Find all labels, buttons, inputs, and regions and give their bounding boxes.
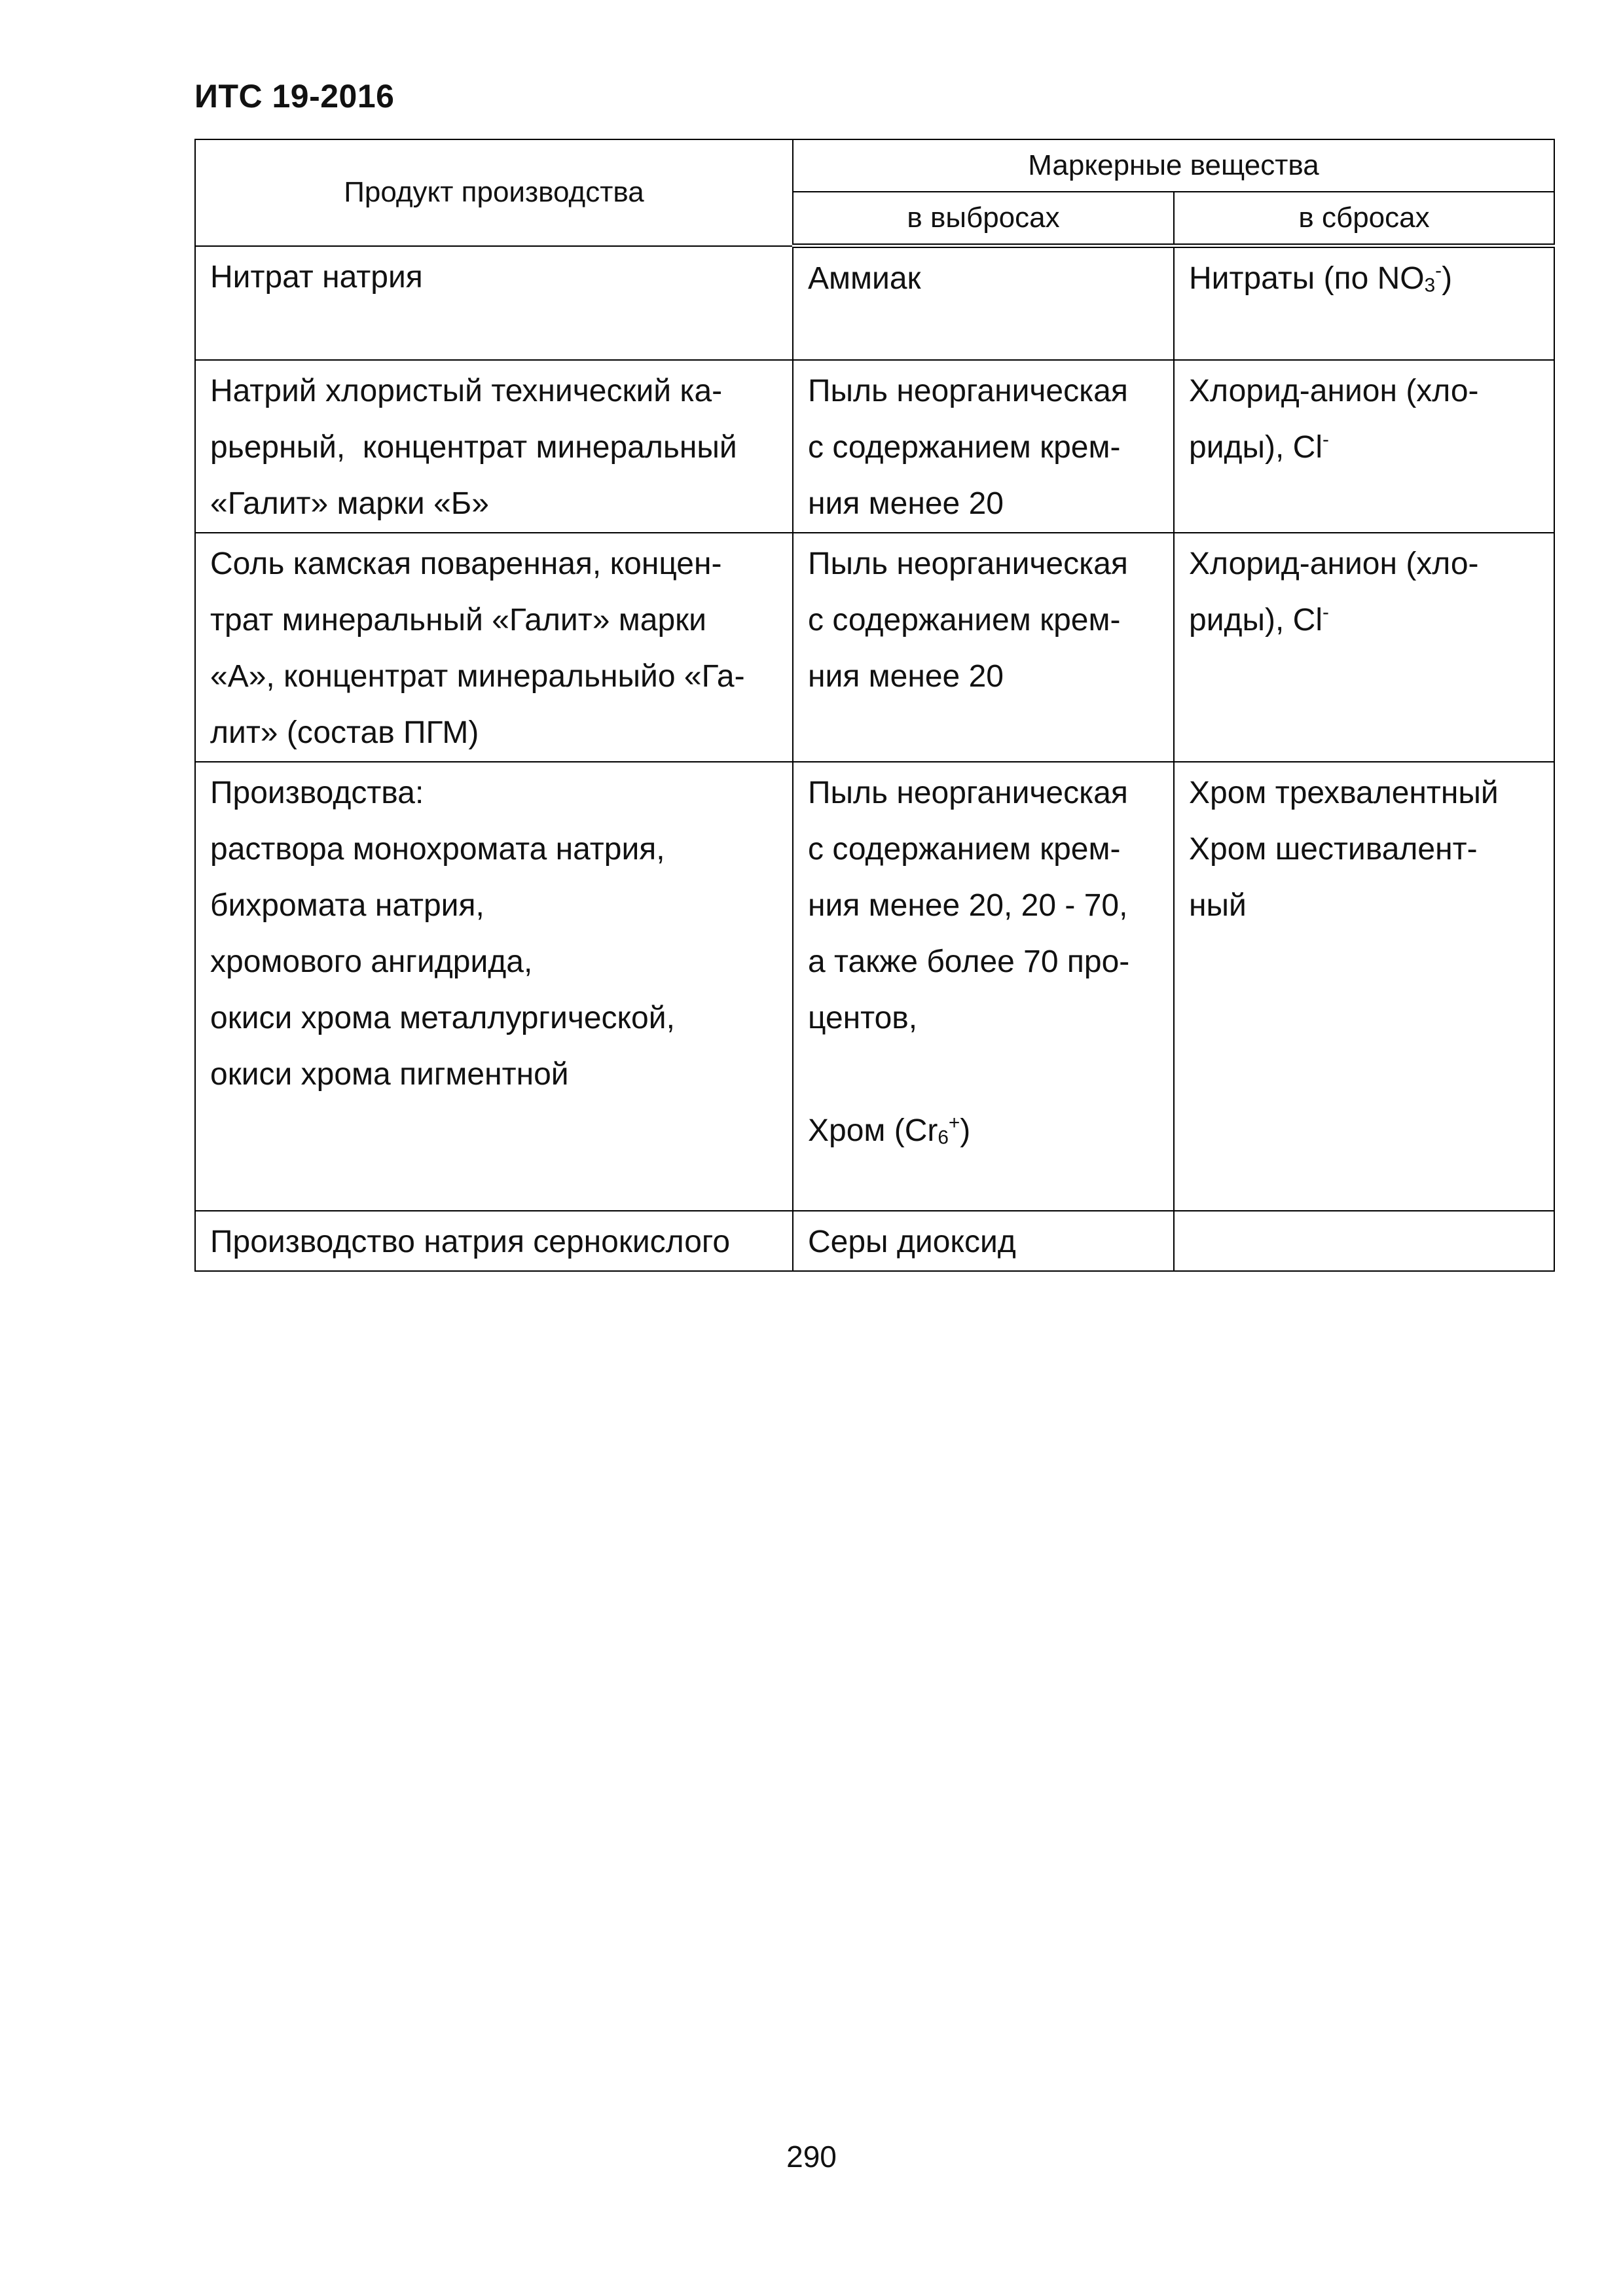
emissions-cell — [793, 533, 1174, 762]
cell-line: «Галит» марки «Б» — [210, 486, 489, 521]
emissions-cell — [793, 762, 1174, 1211]
formula-base: NO — [1377, 261, 1425, 296]
cell-line: а также более 70 про- — [808, 944, 1130, 979]
cell-line: раствора монохромата натрия, — [210, 832, 665, 867]
chromium-formula — [808, 1103, 1159, 1159]
emissions-cell — [793, 246, 1174, 361]
table-row — [195, 533, 1554, 762]
column-header-product: Продукт производства — [195, 139, 793, 246]
formula-superscript: + — [948, 1112, 960, 1134]
cell-line: Хлорид-анион (хло- — [1189, 547, 1479, 581]
discharges-cell — [1174, 533, 1554, 762]
cell-line: ния менее 20 — [808, 486, 1004, 521]
cell-line: с содержанием крем- — [808, 430, 1121, 465]
cell-line: Пыль неорганическая — [808, 776, 1128, 810]
cell-line: ный — [1189, 888, 1247, 923]
table-row — [195, 1211, 1554, 1271]
emissions-cell — [793, 360, 1174, 533]
cell-line: окиси хрома пигментной — [210, 1057, 569, 1092]
column-header-emissions: в выбросах — [793, 192, 1174, 246]
cell-line: Натрий хлористый технический ка- — [210, 374, 723, 408]
nitrate-formula — [1189, 251, 1539, 307]
formula-superscript: - — [1322, 429, 1329, 451]
cell-line: Хром шестивалент- — [1189, 832, 1478, 867]
formula-subscript: 3 — [1424, 274, 1436, 296]
discharges-cell — [1174, 246, 1554, 361]
cell-line: ния менее 20 — [808, 659, 1004, 694]
cell-line: с содержанием крем- — [808, 832, 1121, 867]
product-cell — [195, 246, 793, 361]
formula-suffix: ) — [1442, 261, 1453, 296]
cell-line: Производства: — [210, 776, 424, 810]
column-header-discharges: в сбросах — [1174, 192, 1554, 246]
cell-line: Хлорид-анион (хло- — [1189, 374, 1479, 408]
blank-line — [808, 1047, 1159, 1103]
cell-line: Нитрат натрия — [210, 259, 423, 295]
discharges-cell — [1174, 360, 1554, 533]
formula-subscript: 6 — [938, 1126, 949, 1149]
cell-line: с содержанием крем- — [808, 603, 1121, 637]
cell-line: Пыль неорганическая — [808, 374, 1128, 408]
cell-line: хромового ангидрида, — [210, 944, 533, 979]
table-row — [195, 246, 1554, 361]
cell-line: Серы диоксид — [808, 1225, 1016, 1259]
cell-line: Хром трехвалентный — [1189, 776, 1499, 810]
cell-line: ния менее 20, 20 - 70, — [808, 888, 1128, 923]
formula-superscript: - — [1322, 601, 1329, 624]
cell-line: Аммиак — [808, 261, 921, 296]
discharges-cell — [1174, 762, 1554, 1211]
cell-line: окиси хрома металлургической, — [210, 1001, 675, 1035]
formula-prefix: Нитраты (по — [1189, 261, 1377, 296]
cell-line: Производство натрия сернокислого — [210, 1225, 731, 1259]
cell-line: трат минеральный «Галит» марки — [210, 603, 706, 637]
column-header-markers: Маркерные вещества — [793, 139, 1554, 192]
product-cell — [195, 1211, 793, 1271]
document-code: ИТС 19-2016 — [194, 78, 395, 115]
cell-line: Соль камская поваренная, концен- — [210, 547, 722, 581]
formula-text: риды), Cl — [1189, 430, 1322, 465]
cell-line: центов, — [808, 1001, 918, 1035]
chloride-formula — [1189, 592, 1539, 649]
cell-line: рьерный, концентрат минеральный — [210, 430, 737, 465]
marker-substances-table — [194, 139, 1555, 1272]
formula-text: риды), Cl — [1189, 603, 1322, 637]
cell-line: бихромата натрия, — [210, 888, 484, 923]
table-row — [195, 360, 1554, 533]
emissions-cell — [793, 1211, 1174, 1271]
discharges-cell — [1174, 1211, 1554, 1271]
formula-suffix: ) — [960, 1113, 971, 1148]
cell-line: лит» (состав ПГМ) — [210, 715, 479, 750]
cell-line: «А», концентрат минеральныйо «Га- — [210, 659, 745, 694]
chloride-formula — [1189, 420, 1539, 476]
product-cell — [195, 533, 793, 762]
formula-prefix: Хром (Cr — [808, 1113, 938, 1148]
product-cell — [195, 360, 793, 533]
table-row — [195, 762, 1554, 1211]
page-number: 290 — [786, 2140, 837, 2174]
product-cell — [195, 762, 793, 1211]
cell-line: Пыль неорганическая — [808, 547, 1128, 581]
formula-superscript: - — [1435, 260, 1442, 282]
